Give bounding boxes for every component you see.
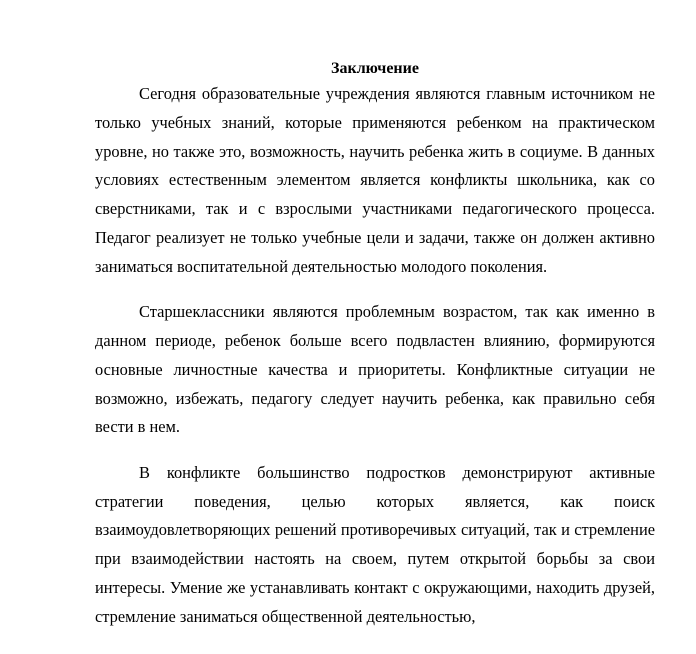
paragraph-1: Сегодня образовательные учреждения являются главным источником не только учебных знаний, которые применяются ребенком на практическом уровне, но также это, возможность, научить ребенка жить в социуме. В данных условиях естественным элементом является конфликты школьника, как со сверстниками, так и с взрослыми участниками педагогического процесса. Педагог реализует не только учебные цели и задачи, также он должен активно заниматься воспитательной деятельностью молодого поколения. xyxy=(95,84,655,276)
document-body xyxy=(95,57,655,632)
paragraph-2: Старшеклассники являются проблемным возрастом, так как именно в данном периоде, ребенок больше всего подвластен влиянию, формируются основные личностные качества и приоритеты. Конфликтные ситуации не возможно, избежать, педагогу следует научить ребенка, как правильно себя вести в нем. xyxy=(95,302,655,437)
section-title: Заключение xyxy=(331,60,419,77)
paragraph-3: В конфликте большинство подростков демонстрируют активные стратегии поведения, целью которых является, как поиск взаимоудовлетворяющих решений противоречивых ситуаций, так и стремление при взаимодействии настоять на своем, путем открытой борьбы за свои интересы. Умение же устанавливать контакт с окружающими, находить друзей, стремление заниматься общественной деятельностью, xyxy=(95,462,655,626)
